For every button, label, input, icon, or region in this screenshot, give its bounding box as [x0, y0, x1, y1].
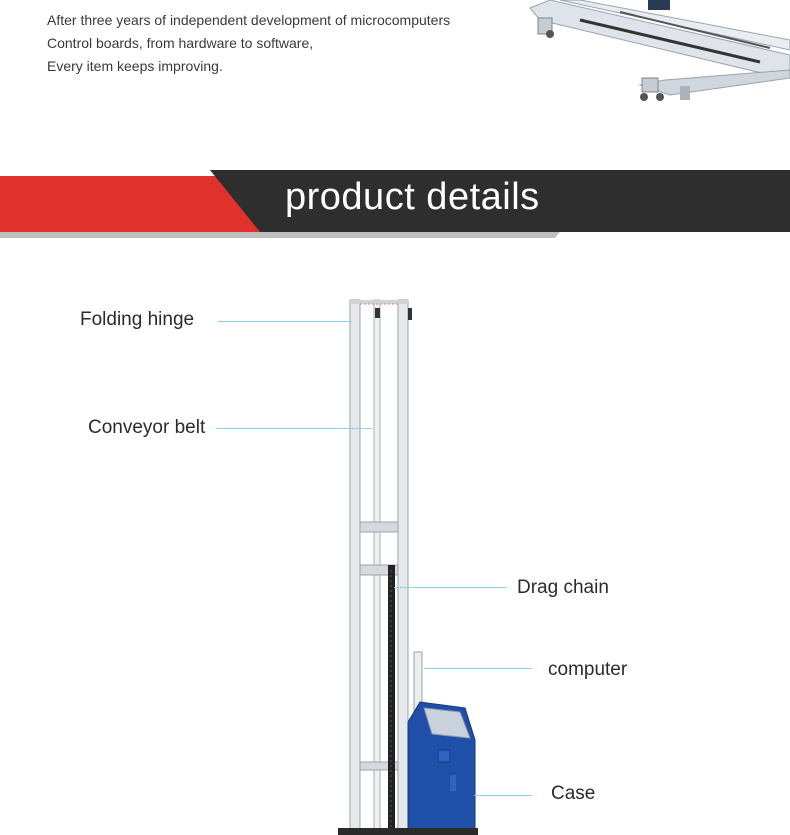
callout-drag-chain: Drag chain [517, 577, 609, 598]
section-title: product details [285, 176, 540, 218]
intro-line-3: Every item keeps improving. [47, 58, 223, 74]
leader-case [474, 795, 532, 796]
leader-drag-chain [394, 587, 506, 588]
leader-conveyor-belt [216, 428, 372, 429]
intro-text [47, 9, 450, 78]
product-frame-image [520, 0, 790, 110]
callout-case: Case [551, 783, 596, 804]
intro-line-1: After three years of independent development of microcomputers [47, 12, 451, 28]
leader-computer [424, 668, 532, 669]
intro-line-2: Control boards, from hardware to software, [47, 35, 314, 51]
callout-computer: computer [548, 659, 628, 680]
callout-conveyor-belt: Conveyor belt [88, 417, 206, 438]
callout-folding-hinge: Folding hinge [80, 309, 195, 330]
leader-folding-hinge [218, 321, 352, 322]
machine-illustration [320, 290, 500, 835]
